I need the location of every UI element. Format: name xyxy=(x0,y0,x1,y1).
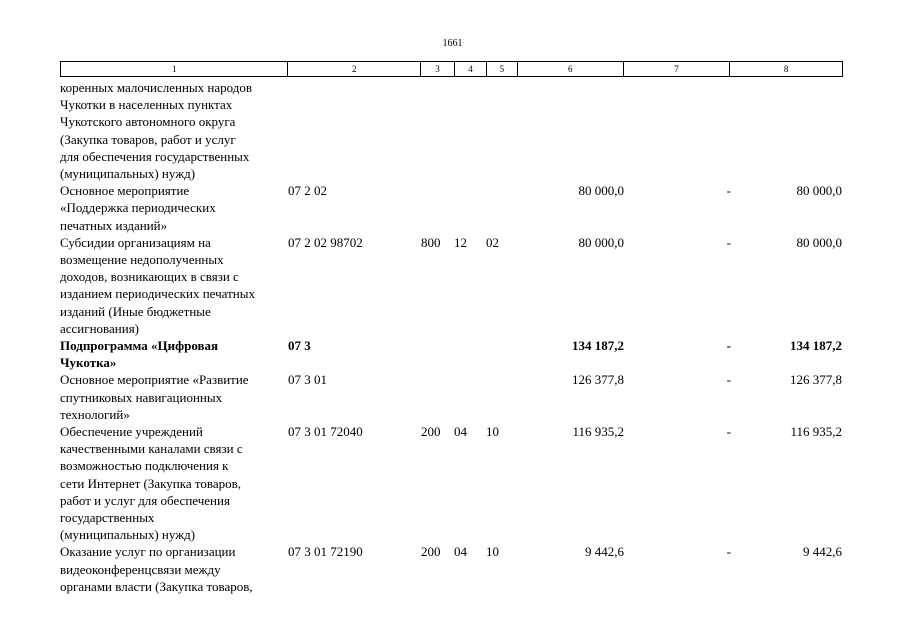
row-sum-3: 9 442,6 xyxy=(803,544,842,560)
row-pr: 10 xyxy=(486,424,499,440)
row-name: Субсидии организациям на возмещение недополученных доходов, возникающих в связи с изданием периодических печатных изданий (Иные бюджетные ассигнования) xyxy=(60,234,255,336)
budget-table-body xyxy=(60,79,843,595)
row-sum-2: - xyxy=(726,234,731,250)
row-code: 07 3 01 72040 xyxy=(288,424,363,440)
column-header-8: 8 xyxy=(783,64,789,74)
column-header-6: 6 xyxy=(518,62,624,76)
row-code: 07 3 01 72190 xyxy=(288,544,363,560)
row-rz: 04 xyxy=(454,544,467,560)
row-sum-1: 134 187,2 xyxy=(572,338,624,354)
row-name: Основное мероприятие «Развитие спутниковых навигационных технологий» xyxy=(60,372,249,422)
column-header-5: 5 xyxy=(487,62,518,76)
row-code: 07 3 xyxy=(288,338,311,354)
row-name: Подпрограмма «Цифровая Чукотка» xyxy=(60,338,219,371)
row-sum-1: 116 935,2 xyxy=(572,424,624,440)
row-sum-2: - xyxy=(726,372,731,388)
row-sum-3: 134 187,2 xyxy=(790,338,842,354)
row-code: 07 2 02 98702 xyxy=(288,234,363,250)
row-sum-1: 9 442,6 xyxy=(585,544,624,560)
row-sum-3: 126 377,8 xyxy=(790,372,842,388)
row-sum-2: - xyxy=(726,424,731,440)
table-row xyxy=(60,234,843,337)
table-row xyxy=(60,182,843,234)
column-header-4: 4 xyxy=(455,62,487,76)
row-sum-3: 116 935,2 xyxy=(790,424,842,440)
table-header-row xyxy=(60,61,843,77)
column-header-3: 3 xyxy=(421,62,455,76)
row-name: Оказание услуг по организации видеоконференцсвязи между органами власти (Закупка товаров, xyxy=(60,544,253,594)
row-code: 07 2 02 xyxy=(288,183,327,199)
row-vr: 200 xyxy=(421,544,441,560)
table-row xyxy=(60,423,843,543)
row-code: 07 3 01 xyxy=(288,372,327,388)
row-sum-2: - xyxy=(726,338,731,354)
row-pr: 10 xyxy=(486,544,499,560)
row-vr: 200 xyxy=(421,424,441,440)
row-name: Обеспечение учреждений качественными каналами связи с возможностью подключения к сети Интернет (Закупка товаров, работ и услуг для обеспечения государственных (муниципальных) нужд) xyxy=(60,424,243,543)
row-sum-2: - xyxy=(726,544,731,560)
row-rz: 04 xyxy=(454,424,467,440)
row-sum-3: 80 000,0 xyxy=(796,234,842,250)
table-row xyxy=(60,371,843,423)
table-row xyxy=(60,543,843,595)
row-sum-1: 80 000,0 xyxy=(578,183,624,199)
column-header-7: 7 xyxy=(624,62,731,76)
row-name: коренных малочисленных народов Чукотки в населенных пунктах Чукотского автономного округа (Закупка товаров, работ и услуг для обеспечения государственных (муниципальных) нужд) xyxy=(60,80,253,182)
table-row xyxy=(60,79,843,182)
row-sum-3: 80 000,0 xyxy=(796,183,842,199)
row-vr: 800 xyxy=(421,234,441,250)
row-pr: 02 xyxy=(486,234,499,250)
row-name: Основное мероприятие «Поддержка периодических печатных изданий» xyxy=(60,183,216,233)
row-sum-2: - xyxy=(726,183,731,199)
row-sum-1: 80 000,0 xyxy=(578,234,624,250)
column-header-1: 1 xyxy=(61,62,288,76)
column-header-2: 2 xyxy=(288,62,421,76)
row-rz: 12 xyxy=(454,234,467,250)
row-sum-1: 126 377,8 xyxy=(572,372,624,388)
table-row-subprogram xyxy=(60,337,843,371)
page-number: 1661 xyxy=(442,38,463,49)
